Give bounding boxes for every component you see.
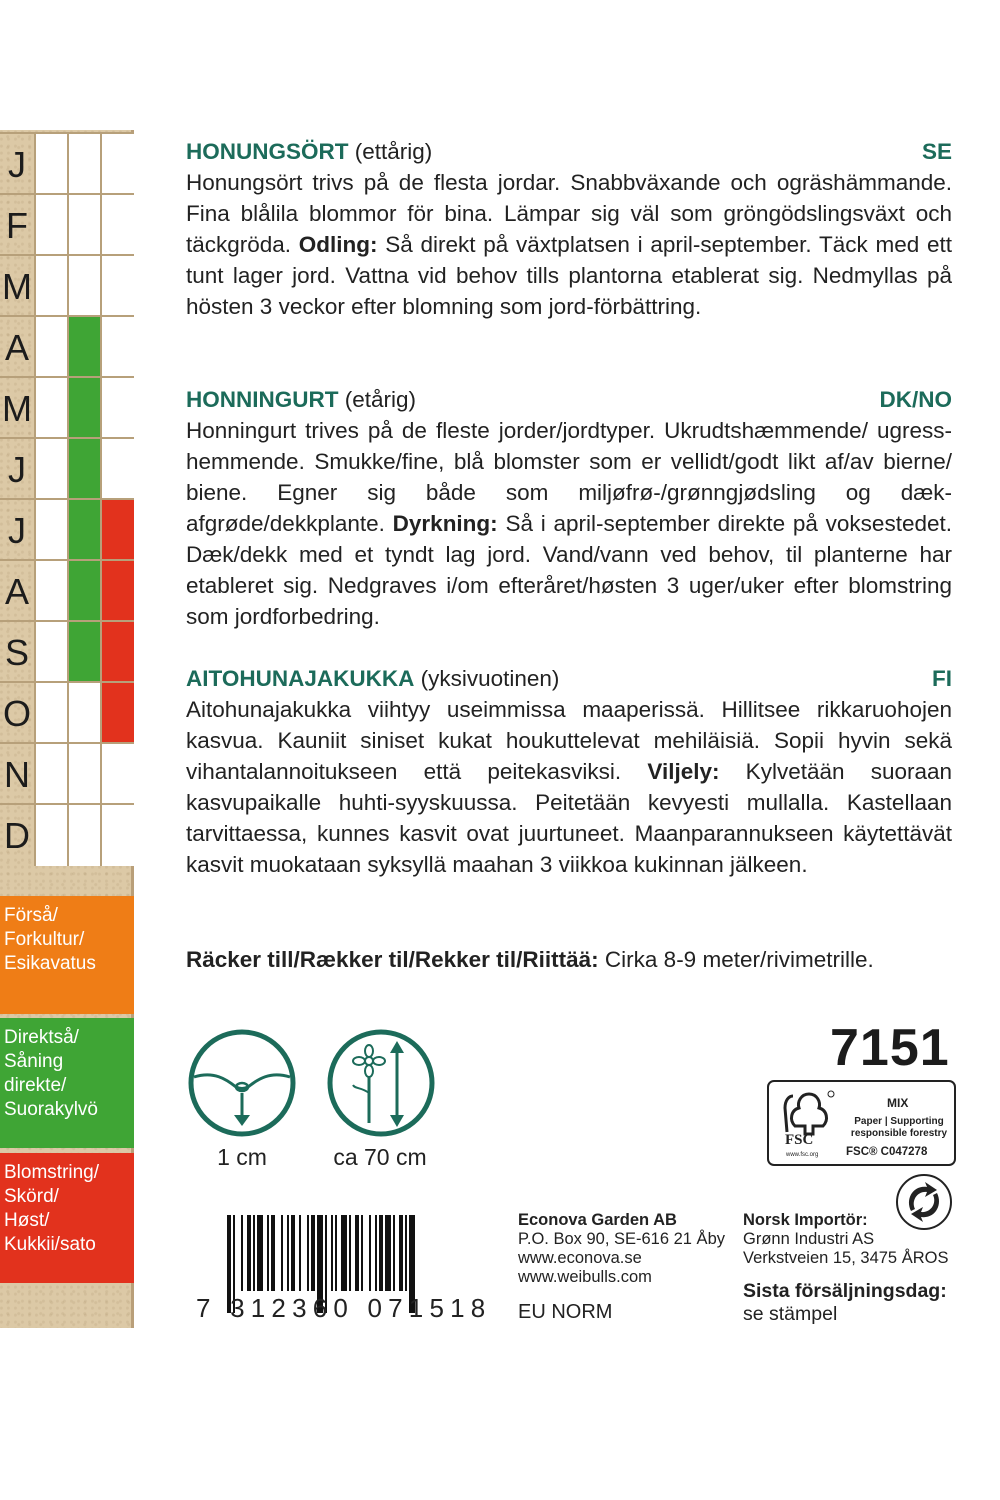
barcode-bar	[393, 1215, 395, 1291]
calendar-month-row	[0, 498, 134, 559]
section-danish-norwegian	[186, 384, 952, 632]
barcode-bar	[287, 1215, 289, 1291]
fsc-license-code: FSC® C047278	[846, 1146, 928, 1158]
calendar-month-row	[0, 620, 134, 681]
calendar-month-row	[0, 254, 134, 315]
calendar-cell	[100, 378, 134, 439]
barcode-bar	[335, 1215, 337, 1291]
calendar-cell	[34, 744, 67, 805]
legend-flower-line: Høst/	[4, 1210, 50, 1231]
calendar-month-row	[0, 803, 134, 864]
language-code: SE	[921, 139, 952, 164]
calendar-cell-flowering	[100, 500, 134, 561]
plant-height-label: ca 70 cm	[333, 1144, 427, 1170]
legend-flowering	[0, 1153, 134, 1283]
legend-direct-line: Suorakylvö	[4, 1099, 98, 1120]
barcode-bar	[349, 1215, 351, 1291]
company-web-2[interactable]: www.weibulls.com	[518, 1268, 652, 1286]
barcode-bar	[385, 1215, 391, 1291]
barcode-bar	[311, 1215, 315, 1291]
section-heading	[186, 136, 952, 167]
eu-norm: EU NORM	[518, 1301, 613, 1323]
barcode-bar	[341, 1215, 347, 1291]
body-text: Så direkt på växtplatsen i april-september. Täck med ett tunt lager jord. Vattna vid behov tills plantorna etablerat sig. Nedmyllas på hösten 3 veckor efter blomning som jord-förbättring.	[186, 232, 952, 319]
barcode-bar	[361, 1215, 363, 1291]
calendar-month-letter: N	[4, 754, 30, 795]
section-heading	[186, 663, 952, 694]
calendar-cell	[100, 744, 134, 805]
barcode-bar	[379, 1215, 383, 1291]
calendar-month-letter: A	[4, 571, 29, 612]
language-code: FI	[932, 666, 952, 691]
cultivation-label: Viljely:	[647, 759, 720, 784]
legend-direct-line: Såning	[4, 1051, 64, 1072]
legend-presow-line: Esikavatus	[4, 953, 96, 974]
legend-direct-line: direkte/	[4, 1075, 67, 1096]
body-text: Så i april-september direkte på voksestedet. Dæk/dekk med et tyndt lag jord. Vand/vann ved behov, til planterne har etableret sig. Nedgraves i/om efteråret/høsten 3 uger/uker efter blomstring som jordforbedring.	[186, 511, 952, 629]
body-text: Honungsört trivs på de flesta jordar. Snabbväxande och ogräshämmande. Fina blålila blommor för bina. Lämpar sig väl som gröngödslingsväxt och täckgröda.	[186, 170, 952, 257]
calendar-cell	[34, 805, 67, 866]
barcode-bar	[299, 1215, 301, 1291]
plant-name: HONNINGURT	[186, 387, 339, 412]
calendar-month-row	[0, 742, 134, 803]
legend-direct-line: Direktså/	[4, 1027, 79, 1048]
barcode-bar	[257, 1215, 263, 1291]
calendar-month-row	[0, 315, 134, 376]
legend-presow-line: Förså/	[4, 905, 58, 926]
calendar-cell-flowering	[100, 561, 134, 622]
coverage-value: Cirka 8-9 meter/rivimetrille.	[598, 947, 874, 972]
calendar-cell	[67, 195, 100, 256]
calendar-cell-direct-sow	[67, 439, 100, 500]
company-web-1[interactable]: www.econova.se	[518, 1249, 642, 1267]
coverage-label: Räcker till/Rækker til/Rekker til/Riittää:	[186, 947, 599, 972]
calendar-cell	[34, 134, 67, 195]
calendar-cell	[34, 256, 67, 317]
calendar-month-row	[0, 193, 134, 254]
calendar-cell	[34, 195, 67, 256]
section-body	[186, 167, 952, 322]
calendar-month-letter: J	[8, 449, 26, 490]
calendar-month-letter: J	[8, 510, 26, 551]
calendar-cell-flowering	[100, 683, 134, 744]
calendar-month-letter: M	[2, 266, 32, 307]
calendar-month-row	[0, 437, 134, 498]
importer-address	[743, 1211, 948, 1268]
plant-name: HONUNGSÖRT	[186, 139, 349, 164]
legend-flower-line: Kukkii/sato	[4, 1234, 96, 1255]
body-text: Kylvetään suoraan kasvupaikalle huhti-syyskuussa. Peitetään kevyesti mullalla. Kastellaan tarvittaessa, kunnes kasvit ovat juurtuneet. Maanparannukseen käytettävät kasvit muokataan syksyllä maahan 3 viikkoa kukinnan jälkeen.	[186, 759, 953, 877]
plant-name: AITOHUNAJAKUKKA	[186, 666, 415, 691]
cultivation-label: Dyrkning:	[392, 511, 498, 536]
barcode-bar	[307, 1215, 309, 1291]
legend-direct-sow	[0, 1018, 134, 1148]
calendar-cell	[100, 439, 134, 500]
fsc-description: Paper | Supporting responsible forestry	[850, 1116, 948, 1139]
plant-lifecycle: (etårig)	[338, 387, 417, 412]
calendar-cell	[34, 561, 67, 622]
calendar-cell	[67, 683, 100, 744]
calendar-cell	[100, 134, 134, 195]
section-swedish	[186, 136, 952, 322]
fsc-label	[767, 1080, 956, 1166]
calendar-cell-direct-sow	[67, 378, 100, 439]
section-finnish	[186, 663, 952, 880]
plant-height-icon	[325, 1027, 437, 1144]
calendar-month-row	[0, 132, 134, 193]
calendar-cell	[34, 622, 67, 683]
calendar-cell	[67, 134, 100, 195]
company-address	[518, 1211, 725, 1287]
calendar-cell	[67, 256, 100, 317]
calendar-month-letter: M	[2, 388, 32, 429]
article-number: 7151	[830, 1019, 950, 1077]
cultivation-label: Odling:	[298, 232, 378, 257]
calendar-cell-direct-sow	[67, 561, 100, 622]
calendar-month-letter: A	[4, 327, 29, 368]
sowing-depth-icon	[186, 1027, 298, 1144]
last-sale-value: se stämpel	[743, 1303, 838, 1325]
body-text: Honningurt trives på de fleste jorder/jordtyper. Ukrudtshæmmende/ ugress- hemmende. Smukke/fine, blå blomster som er vellidt/godt likt af/av bierne/ biene. Egner sig både som miljøfrø-/grønngjødsling og dæk- afgrøde/dekkplante.	[186, 418, 952, 536]
calendar-month-row	[0, 376, 134, 437]
barcode-bar	[291, 1215, 295, 1291]
barcode-bar	[247, 1215, 251, 1291]
barcode-bar	[405, 1215, 407, 1291]
calendar-cell	[100, 317, 134, 378]
legend-presow	[0, 896, 134, 1014]
calendar-month-row	[0, 681, 134, 742]
fsc-logo-text: FSC	[785, 1132, 814, 1148]
barcode-bar	[369, 1215, 371, 1291]
calendar-cell	[34, 683, 67, 744]
barcode-bar	[253, 1215, 255, 1291]
calendar-month-letter: F	[6, 205, 28, 246]
section-body	[186, 694, 952, 880]
calendar-cell	[67, 744, 100, 805]
barcode-bar	[267, 1215, 269, 1291]
last-sale-label: Sista försäljningsdag:	[743, 1280, 947, 1302]
calendar-cell	[34, 317, 67, 378]
calendar-month-letter: D	[4, 815, 30, 856]
language-code: DK/NO	[879, 387, 952, 412]
barcode-bar	[271, 1215, 275, 1291]
calendar-cell	[67, 805, 100, 866]
calendar-cell	[34, 439, 67, 500]
section-body	[186, 415, 952, 632]
calendar-month-letter: O	[2, 693, 31, 734]
calendar-cell-direct-sow	[67, 317, 100, 378]
calendar-month-letter: S	[4, 632, 29, 673]
calendar-month-row	[0, 559, 134, 620]
calendar-cell-flowering	[100, 622, 134, 683]
plant-lifecycle: (ettårig)	[348, 139, 433, 164]
calendar-month-letter: J	[8, 144, 26, 185]
body-text: Aitohunajakukka viihtyy useimmissa maaperissä. Hillitsee rikkaruohojen kasvua. Kauniit siniset kukat houkuttelevat mehiläisiä. Sopii hyvin sekä vihantalannoitukseen että peitekasviksi.	[186, 697, 952, 784]
fsc-url: www.fsc.org	[786, 1152, 819, 1158]
section-heading	[186, 384, 952, 415]
importer-title: Norsk Importör:	[743, 1211, 868, 1229]
calendar-cell	[100, 195, 134, 256]
plant-lifecycle: (yksivuotinen)	[414, 666, 560, 691]
sowing-calendar-strip	[0, 130, 134, 1328]
coverage-line	[186, 944, 966, 975]
barcode-bar	[241, 1215, 243, 1291]
barcode-bar	[281, 1215, 283, 1291]
company-name: Econova Garden AB	[518, 1211, 677, 1229]
barcode-bar	[399, 1215, 403, 1291]
legend-flower-line: Skörd/	[4, 1186, 59, 1207]
sowing-depth-label: 1 cm	[217, 1144, 267, 1170]
legend-presow-line: Forkultur/	[4, 929, 85, 950]
fsc-mix: MIX	[887, 1096, 909, 1110]
barcode-bar	[355, 1215, 359, 1291]
company-postal: P.O. Box 90, SE-616 21 Åby	[518, 1230, 725, 1248]
barcode-bar	[375, 1215, 377, 1291]
barcode-digits: 7 312360 071518	[196, 1293, 492, 1323]
calendar-cell-direct-sow	[67, 622, 100, 683]
importer-street: Verkstveien 15, 3475 ÅROS	[743, 1249, 949, 1267]
calendar-cell	[34, 378, 67, 439]
importer-name: Grønn Industri AS	[743, 1230, 875, 1248]
calendar-cell-direct-sow	[67, 500, 100, 561]
legend-flower-line: Blomstring/	[4, 1162, 100, 1183]
calendar-cell	[100, 256, 134, 317]
last-sale-date	[743, 1280, 947, 1326]
calendar-cell	[100, 805, 134, 866]
barcode-bar	[331, 1215, 333, 1291]
calendar-cell	[34, 500, 67, 561]
